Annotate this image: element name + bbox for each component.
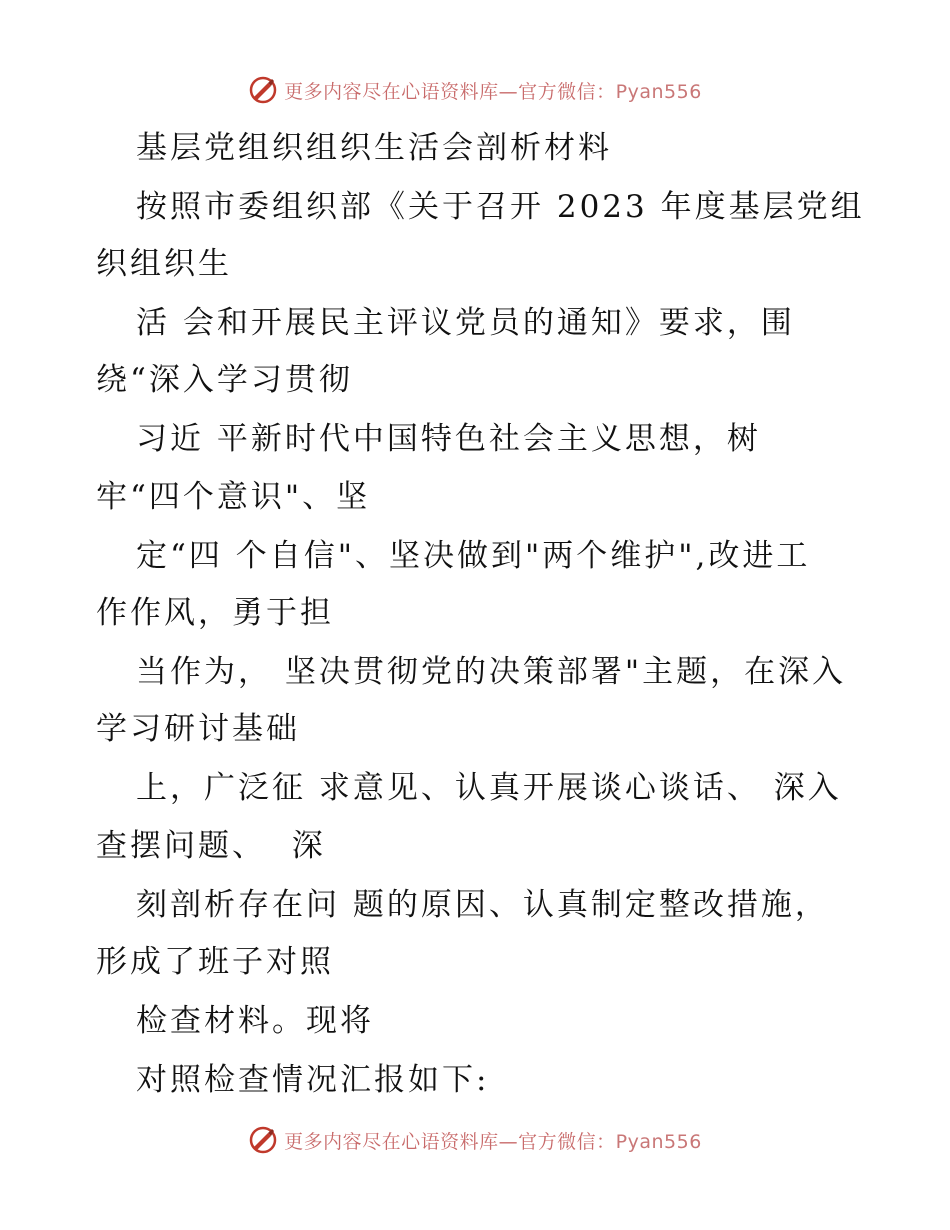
paragraph-line: 按照市委组织部《关于召开 2023 年度基层党组 [136,189,865,225]
pen-logo-icon [248,1125,278,1155]
paragraph-line: 对照检查情况汇报如下: [136,1062,490,1098]
paragraph-line: 形成了班子对照 [96,944,334,980]
paragraph-line: 定“四 个自信"、坚决做到"两个维护",改进工 [136,538,811,574]
paragraph-line: 绕“深入学习贯彻 [96,362,353,398]
paragraph-line: 学习研讨基础 [96,711,300,747]
header-watermark [0,73,950,107]
paragraph-line: 检查材料。现将 [136,1003,374,1039]
paragraph-line: 习近 平新时代中国特色社会主义思想，树 [136,421,761,457]
paragraph-line: 活 会和开展民主评议党员的通知》要求，围 [136,305,795,341]
watermark-text: 更多内容尽在心语资料库—官方微信：Pyan556 [284,1130,702,1153]
paragraph-line: 织组织生 [96,246,232,282]
paragraph-line: 刻剖析存在问 题的原因、认真制定整改措施， [136,887,829,923]
watermark-text: 更多内容尽在心语资料库—官方微信：Pyan556 [284,80,702,103]
paragraph-line: 查摆问题、 深 [96,828,326,864]
paragraph-line: 上，广泛征 求意见、认真开展谈心谈话、 深入 [136,770,842,806]
footer-watermark [0,1123,950,1157]
pen-logo-icon [248,75,278,105]
document-title: 基层党组织组织生活会剖析材料 [136,130,612,166]
paragraph-line: 作作风，勇于担 [96,595,334,631]
paragraph-line: 牢“四个意识"、坚 [96,479,371,515]
paragraph-line: 当作为， 坚决贯彻党的决策部署"主题，在深入 [136,654,847,690]
